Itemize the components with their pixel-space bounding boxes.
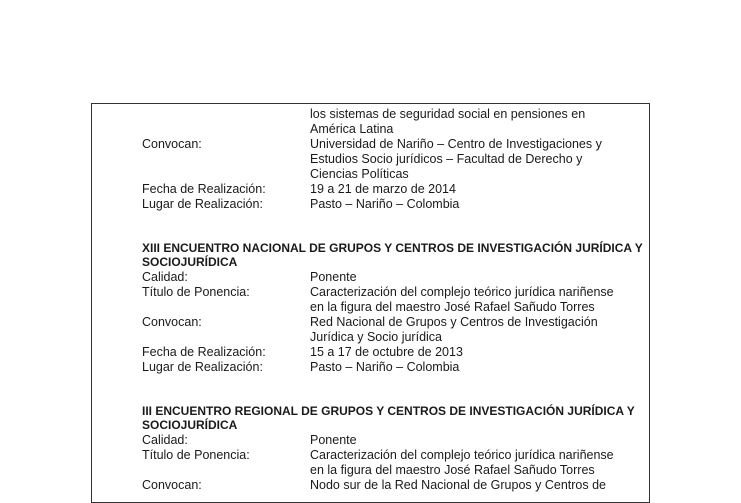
event3-convocan-label: Convocan:: [142, 478, 202, 492]
event3-calidad-label: Calidad:: [142, 433, 188, 447]
intro-title-line-2: América Latina: [310, 122, 394, 136]
document-page: [91, 103, 650, 503]
event3-heading-line-1: III ENCUENTRO REGIONAL DE GRUPOS Y CENTROS DE INVESTIGACIÓN JURÍDICA Y: [142, 404, 635, 418]
event2-titulo-label: Título de Ponencia:: [142, 285, 250, 299]
intro-fecha-label: Fecha de Realización:: [142, 182, 266, 196]
intro-lugar-value: Pasto – Nariño – Colombia: [310, 197, 460, 211]
event2-lugar-value: Pasto – Nariño – Colombia: [310, 360, 460, 374]
event2-convocan-line-2: Jurídica y Socio jurídica: [310, 330, 443, 344]
intro-lugar-label: Lugar de Realización:: [142, 197, 263, 211]
event3-convocan-line-1: Nodo sur de la Red Nacional de Grupos y Centros de: [310, 478, 606, 492]
event2-titulo-line-1: Caracterización del complejo teórico jurídica nariñense: [310, 285, 614, 299]
event2-calidad-label: Calidad:: [142, 270, 188, 284]
event2-convocan-label: Convocan:: [142, 315, 202, 329]
intro-convocan-line-1: Universidad de Nariño – Centro de Investigaciones y: [310, 137, 602, 151]
event2-titulo-line-2: en la figura del maestro José Rafael Sañudo Torres: [310, 300, 595, 314]
event2-lugar-label: Lugar de Realización:: [142, 360, 263, 374]
event2-convocan-line-1: Red Nacional de Grupos y Centros de Investigación: [310, 315, 598, 329]
event3-titulo-line-2: en la figura del maestro José Rafael Sañudo Torres: [310, 463, 595, 477]
event2-fecha-value: 15 a 17 de octubre de 2013: [310, 345, 463, 359]
intro-convocan-line-2: Estudios Socio jurídicos – Facultad de Derecho y: [310, 152, 583, 166]
event3-titulo-label: Título de Ponencia:: [142, 448, 250, 462]
intro-title-line-1: los sistemas de seguridad social en pensiones en: [310, 107, 586, 121]
event3-heading-line-2: SOCIOJURÍDICA: [142, 418, 238, 432]
intro-convocan-label: Convocan:: [142, 137, 202, 151]
intro-convocan-line-3: Ciencias Políticas: [310, 167, 409, 181]
intro-fecha-value: 19 a 21 de marzo de 2014: [310, 182, 456, 196]
event2-calidad-value: Ponente: [310, 270, 357, 284]
event2-heading-line-2: SOCIOJURÍDICA: [142, 255, 238, 269]
event3-titulo-line-1: Caracterización del complejo teórico jurídica nariñense: [310, 448, 614, 462]
event3-calidad-value: Ponente: [310, 433, 357, 447]
event2-fecha-label: Fecha de Realización:: [142, 345, 266, 359]
event2-heading-line-1: XIII ENCUENTRO NACIONAL DE GRUPOS Y CENTROS DE INVESTIGACIÓN JURÍDICA Y: [142, 241, 643, 255]
